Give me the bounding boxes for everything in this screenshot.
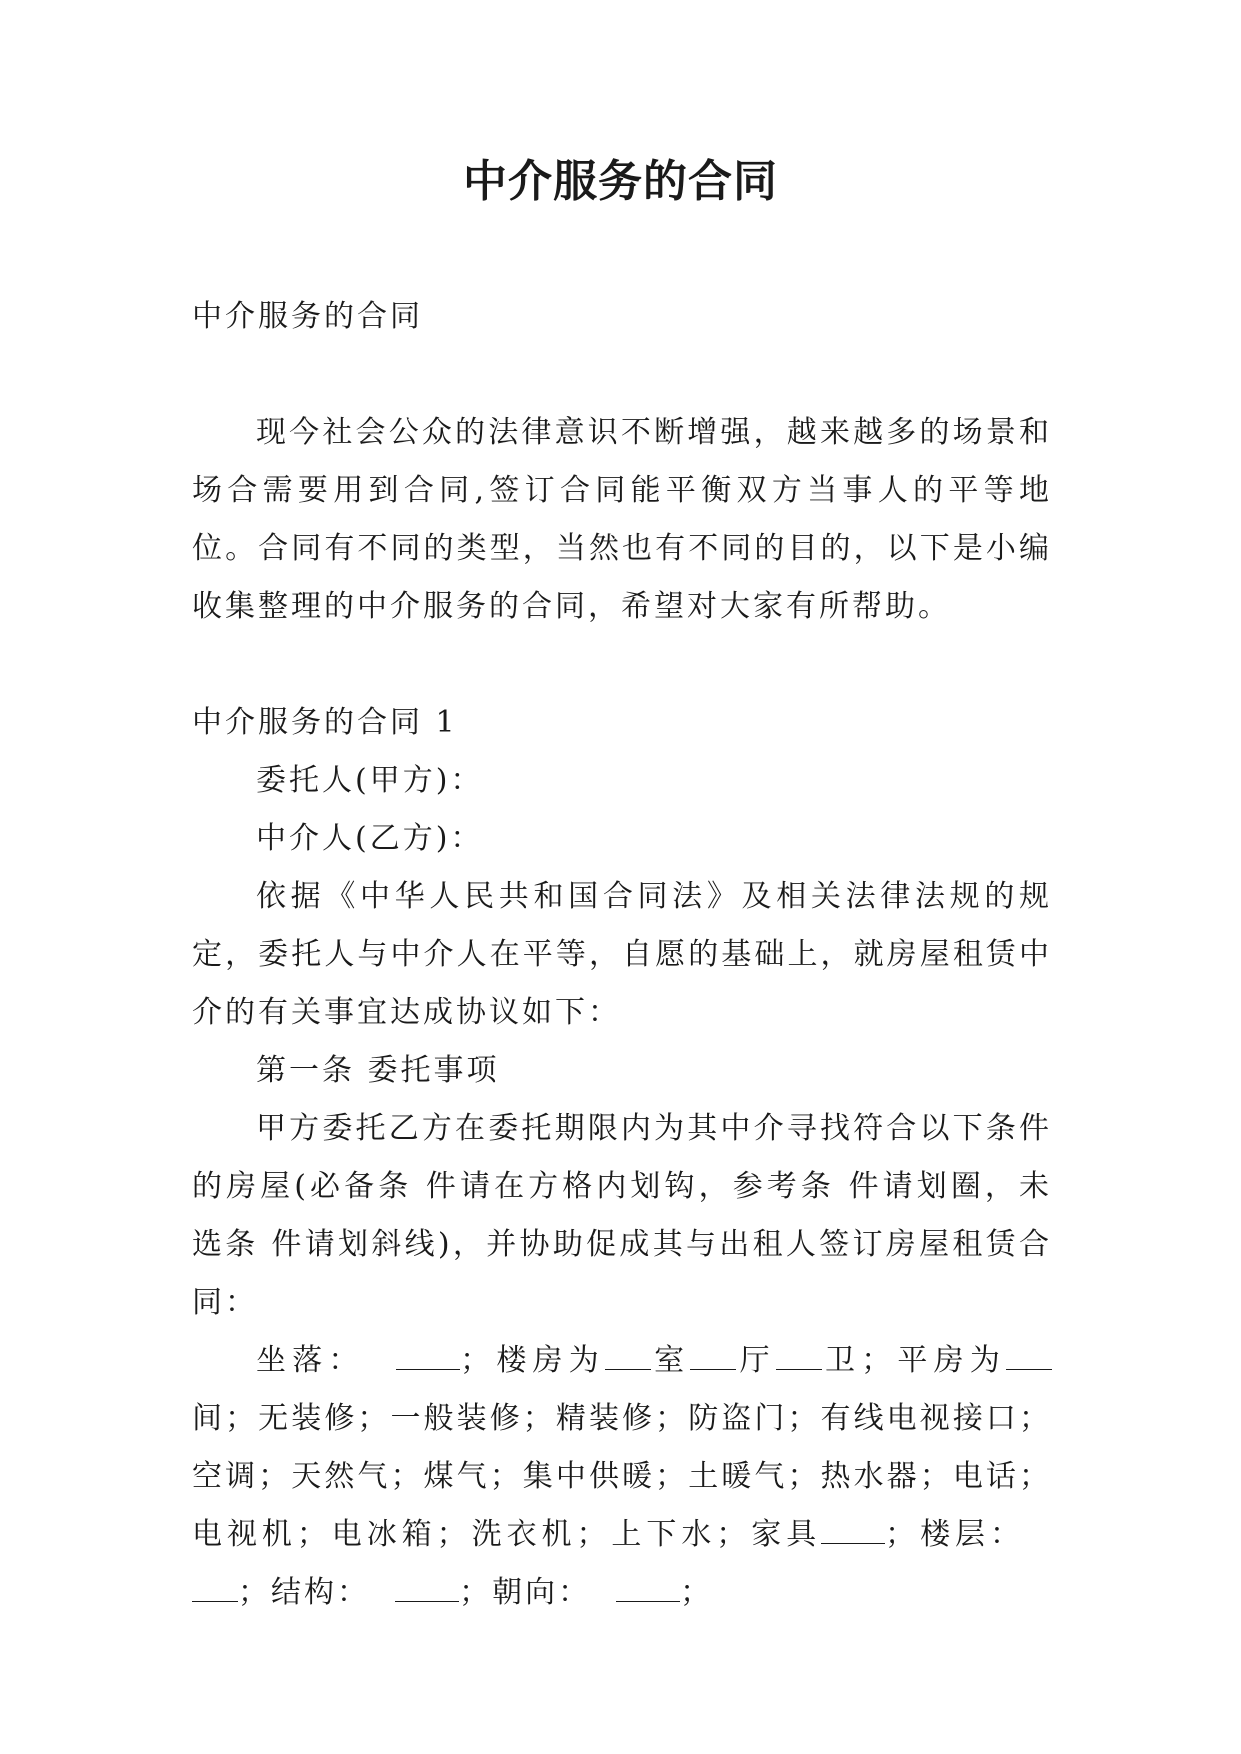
bath-count-blank: [776, 1345, 822, 1370]
location-label: 坐落：: [256, 1343, 365, 1378]
orientation-blank: [616, 1577, 680, 1602]
structure-blank: [395, 1577, 459, 1602]
document-subtitle: 中介服务的合同: [192, 299, 423, 334]
furniture-blank: [821, 1519, 885, 1544]
house-conditions-paragraph: [192, 1332, 1052, 1622]
bath-label: 卫；平房为: [821, 1343, 1007, 1378]
amenities-text: 间；无装修；一般装修；精装修；防盗门；有线电视接口；空调；天然气；煤气；集中供暖；土暖气；热水器；电话；电视机；电冰箱；洗衣机；上下水；家具: [192, 1401, 1052, 1552]
intro-paragraph: 现今社会公众的法律意识不断增强，越来越多的场景和场合需要用到合同,签订合同能平衡双方当事人的平等地位。合同有不同的类型，当然也有不同的目的，以下是小编收集整理的中介服务的合同，希望对大家有所帮助。: [192, 415, 1052, 624]
article-1-body: 甲方委托乙方在委托期限内为其中介寻找符合以下条件的房屋(必备条 件请在方格内划钩，参考条 件请划圈，未选条 件请划斜线)，并协助促成其与出租人签订房屋租赁合同：: [192, 1111, 1052, 1320]
room-count-blank: [605, 1345, 651, 1370]
room-label: 室: [650, 1343, 691, 1378]
party-b-line: 中介人(乙方)：: [256, 821, 484, 856]
structure-label: ；结构：: [238, 1575, 370, 1610]
hall-label: 厅: [736, 1343, 776, 1378]
floor-label: ；楼层：: [885, 1517, 1025, 1552]
floor-blank: [192, 1577, 238, 1602]
location-blank: [396, 1345, 460, 1370]
article-1-title: 第一条 委托事项: [256, 1053, 500, 1088]
section-heading: 中介服务的合同 1: [192, 705, 458, 740]
orientation-label: ；朝向：: [459, 1575, 592, 1610]
document-title: 中介服务的合同: [463, 156, 778, 207]
building-label: ；楼房为: [460, 1343, 605, 1378]
end-mark: ；: [680, 1575, 714, 1610]
document-body: [192, 288, 1052, 1622]
party-a-line: 委托人(甲方)：: [256, 763, 484, 798]
jian-count-blank: [1006, 1345, 1052, 1370]
basis-paragraph: 依据《中华人民共和国合同法》及相关法律法规的规定，委托人与中介人在平等，自愿的基础上，就房屋租赁中介的有关事宜达成协议如下：: [192, 879, 1052, 1030]
hall-count-blank: [690, 1345, 736, 1370]
